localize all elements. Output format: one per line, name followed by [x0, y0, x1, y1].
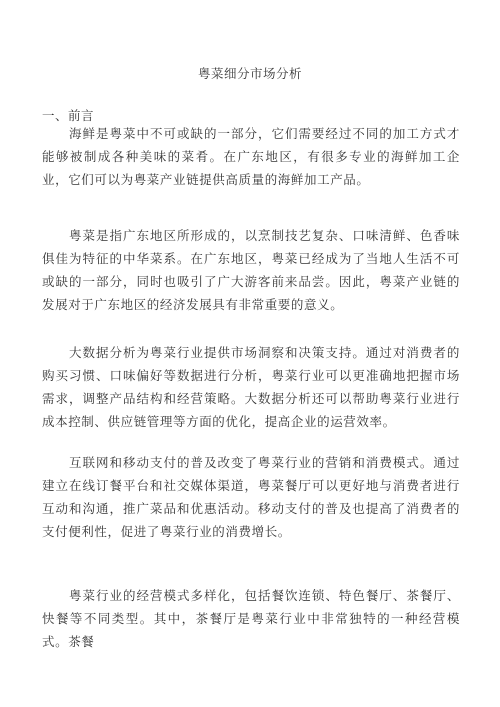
section-heading: 一、前言 — [42, 108, 95, 123]
paragraph: 大数据分析为粤菜行业提供市场洞察和决策支持。通过对消费者的购买习惯、口味偏好等数据进行分析，粤菜行业可以更准确地把握市场需求，调整产品结构和经营策略。大数据分析还可以帮助粤菜行业进行成本控制、供应链管理等方面的优化，提高企业的运营效率。 — [42, 345, 460, 429]
paragraph: 海鲜是粤菜中不可或缺的一部分，它们需要经过不同的加工方式才能够被制成各种美味的菜肴。在广东地区，有很多专业的海鲜加工企业，它们可以为粤菜产业链提供高质量的海鲜加工产品。 — [42, 126, 460, 187]
paragraph: 互联网和移动支付的普及改变了粤菜行业的营销和消费模式。通过建立在线订餐平台和社交媒体渠道，粤菜餐厅可以更好地与消费者进行互动和沟通，推广菜品和优惠活动。移动支付的普及也提高了消费者的支付便利性，促进了粤菜行业的消费增长。 — [42, 455, 460, 539]
paragraph: 粤菜是指广东地区所形成的，以烹制技艺复杂、口味清鲜、色香味俱佳为特征的中华菜系。在广东地区，粤菜已经成为了当地人生活不可或缺的一部分，同时也吸引了广大游客前来品尝。因此，粤菜产业链的发展对于广东地区的经济发展具有非常重要的意义。 — [42, 228, 460, 312]
document-title: 粤菜细分市场分析 — [197, 66, 302, 81]
paragraph: 粤菜行业的经营模式多样化，包括餐饮连锁、特色餐厅、茶餐厅、快餐等不同类型。其中，茶餐厅是粤菜行业中非常独特的一种经营模式。茶餐 — [42, 588, 460, 649]
